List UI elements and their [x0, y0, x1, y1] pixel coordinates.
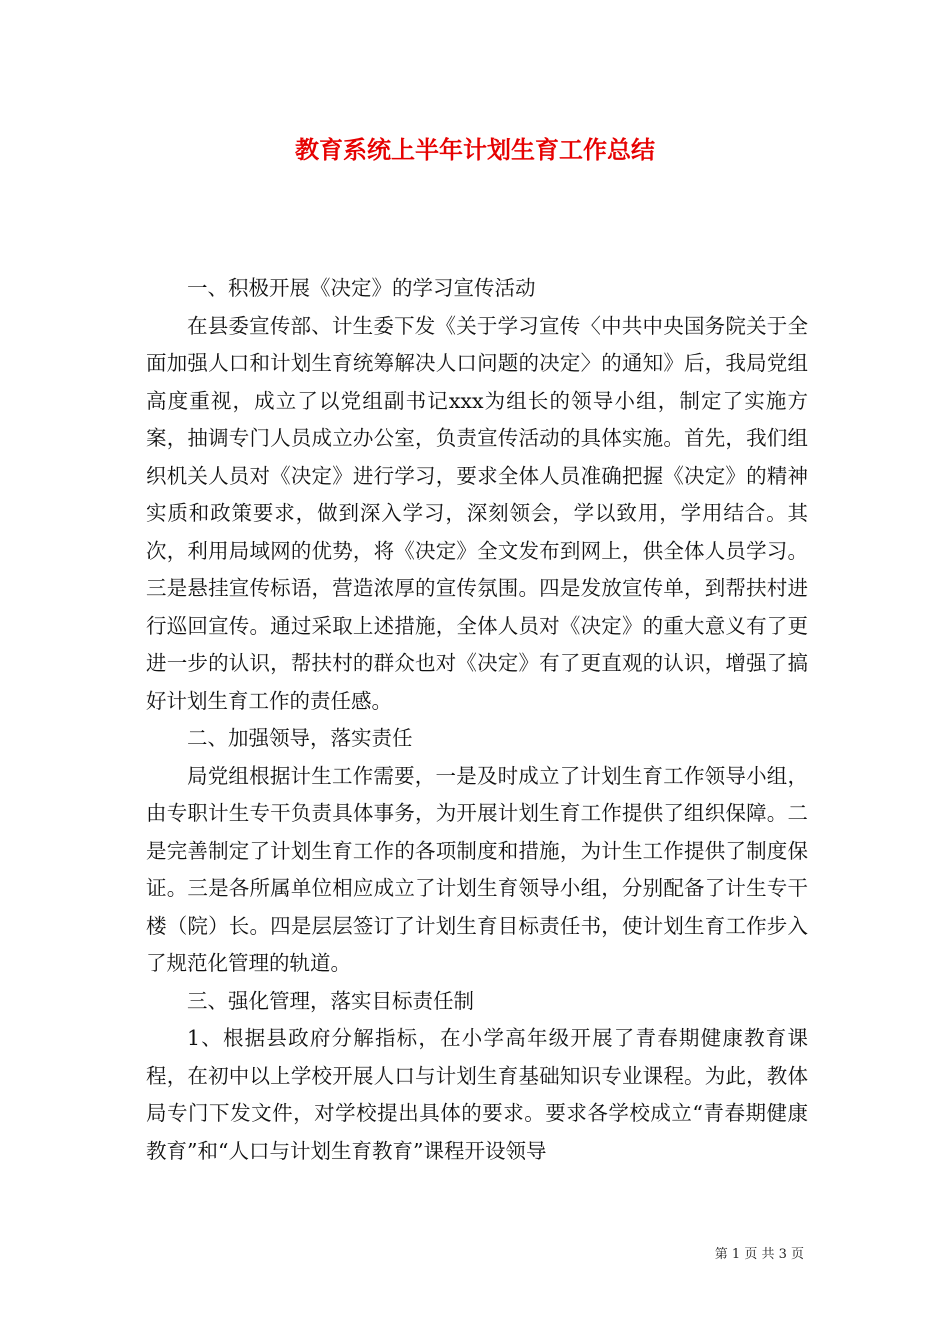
body-paragraph-1: 在县委宣传部、计生委下发《关于学习宣传〈中共中央国务院关于全面加强人口和计划生育统筹解决人口问题的决定〉的通知》后，我局党组高度重视，成立了以党组副书记xxx为组长的领导小组，制定了实施方案，抽调专门人员成立办公室，负责宣传活动的具体实施。首先，我们组织机关人员对《决定》进行学习，要求全体人员准确把握《决定》的精神实质和政策要求，做到深入学习，深刻领会，学以致用，学用结合。其次，利用局域网的优势，将《决定》全文发布到网上，供全体人员学习。三是悬挂宣传标语，营造浓厚的宣传氛围。四是发放宣传单，到帮扶村进行巡回宣传。通过采取上述措施，全体人员对《决定》的重大意义有了更进一步的认识，帮扶村的群众也对《决定》有了更直观的认识，增强了搞好计划生育工作的责任感。	[146, 313, 808, 713]
page-number: 第 1 页 共 3 页	[714, 1247, 804, 1262]
body-paragraph-3: 1、根据县政府分解指标，在小学高年级开展了青春期健康教育课程，在初中以上学校开展人口与计划生育基础知识专业课程。为此，教体局专门下发文件，对学校提出具体的要求。要求各学校成立“青春期健康教育”和“人口与计划生育教育”课程开设领导	[146, 1026, 808, 1163]
section-heading-3: 三、强化管理，落实目标责任制	[187, 988, 474, 1013]
document-body	[146, 270, 808, 1170]
document-title: 教育系统上半年计划生育工作总结	[295, 136, 655, 164]
section-heading-1: 一、积极开展《决定》的学习宣传活动	[187, 276, 536, 300]
section-heading-2: 二、加强领导，落实责任	[187, 726, 413, 750]
body-paragraph-2: 局党组根据计生工作需要，一是及时成立了计划生育工作领导小组，由专职计生专干负责具体事务，为开展计划生育工作提供了组织保障。二是完善制定了计划生育工作的各项制度和措施，为计生工作提供了制度保证。三是各所属单位相应成立了计划生育领导小组，分别配备了计生专干楼（院）长。四是层层签订了计划生育目标责任书，使计划生育工作步入了规范化管理的轨道。	[146, 763, 808, 975]
